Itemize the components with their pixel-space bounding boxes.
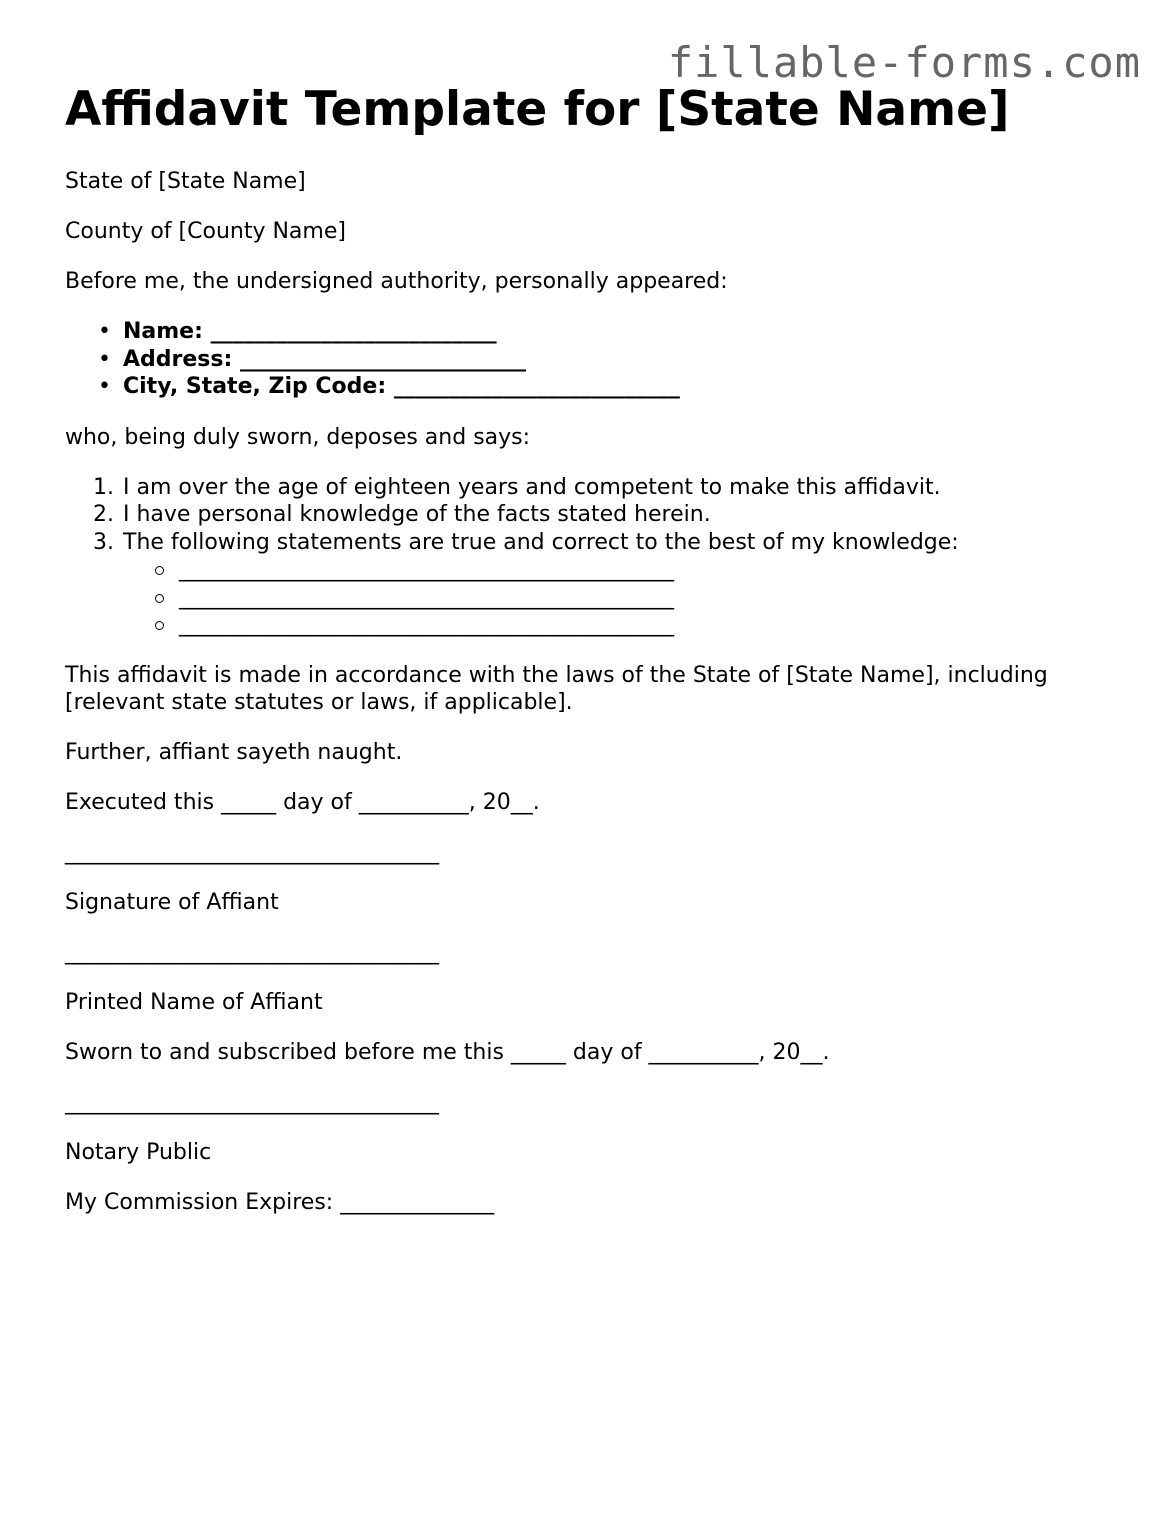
watermark: fillable-forms.com (667, 38, 1141, 87)
bullet-icon: • (98, 374, 111, 399)
notary-blank[interactable]: __________________________________ (65, 1089, 439, 1115)
statement-blank[interactable]: _____________________________________________ (179, 612, 674, 637)
bullet-icon: • (98, 319, 111, 344)
statement-item (65, 529, 1125, 639)
statement-item (65, 474, 1125, 502)
deposes-text: who, being duly sworn, deposes and says: (65, 424, 531, 450)
statement-blank[interactable]: _____________________________________________ (179, 557, 674, 582)
notary-label: Notary Public (65, 1139, 212, 1165)
statement-blanks-list (123, 556, 1125, 639)
state-line: State of [State Name] (65, 169, 306, 194)
sworn-line[interactable]: Sworn to and subscribed before me this _____ day of __________, 20__. (65, 1039, 830, 1065)
city-state-zip-blank[interactable]: __________________________ (393, 374, 680, 399)
statements-list (65, 474, 1125, 639)
signature-label: Signature of Affiant (65, 889, 279, 915)
signature-blank[interactable]: __________________________________ (65, 839, 439, 865)
statement-text: I have personal knowledge of the facts stated herein. (123, 502, 711, 527)
intro-text: Before me, the undersigned authority, personally appeared: (65, 269, 728, 294)
statement-item (65, 501, 1125, 529)
city-state-zip-label: City, State, Zip Code: (123, 374, 394, 399)
further-text: Further, affiant sayeth naught. (65, 739, 403, 765)
executed-line[interactable]: Executed this _____ day of __________, 20__. (65, 789, 540, 815)
city-state-zip-field (65, 373, 1125, 401)
address-field (65, 346, 1125, 374)
name-field-blank[interactable]: __________________________ (210, 319, 497, 344)
name-field (65, 318, 1125, 346)
statement-blank[interactable]: _____________________________________________ (179, 584, 674, 610)
law-paragraph: This affidavit is made in accordance with the laws of the State of [State Name], including [relevant state statutes or laws, if applicable]. (65, 662, 1048, 715)
statement-text: I am over the age of eighteen years and competent to make this affidavit. (123, 474, 941, 500)
statement-blank-item (123, 584, 1125, 612)
bullet-icon: • (98, 346, 111, 372)
statement-number: 3. (93, 529, 114, 555)
circle-bullet-icon (155, 566, 164, 575)
statement-number: 2. (93, 502, 114, 527)
commission-line[interactable]: My Commission Expires: ______________ (65, 1189, 495, 1215)
address-field-blank[interactable]: __________________________ (239, 346, 526, 372)
statement-blank-item (123, 611, 1125, 639)
circle-bullet-icon (155, 621, 164, 630)
statement-text: The following statements are true and correct to the best of my knowledge: (123, 529, 959, 555)
statement-blank-item (123, 556, 1125, 584)
county-line: County of [County Name] (65, 219, 346, 244)
page-title: Affidavit Template for [State Name] (65, 82, 1010, 137)
name-field-label: Name: (123, 319, 211, 344)
statement-number: 1. (93, 474, 114, 500)
affidavit-document (65, 82, 1125, 1239)
address-field-label: Address: (123, 346, 240, 372)
printed-name-label: Printed Name of Affiant (65, 989, 323, 1015)
printed-name-blank[interactable]: __________________________________ (65, 939, 439, 965)
party-fields-list (65, 318, 1125, 401)
circle-bullet-icon (155, 594, 164, 603)
